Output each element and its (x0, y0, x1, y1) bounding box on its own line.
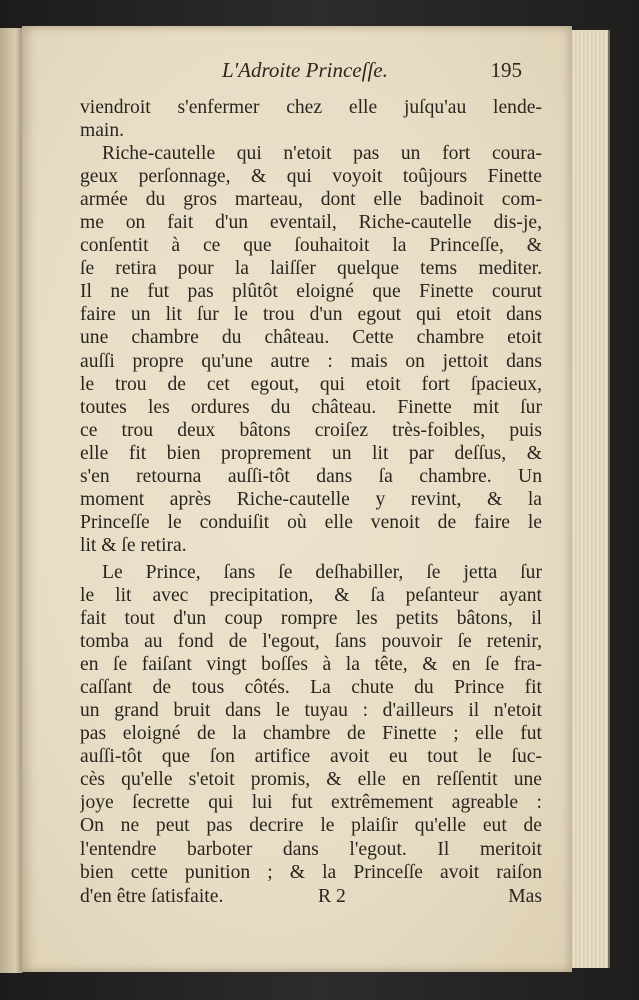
text-line: bien cette punition ; & la Princeſſe avoit raiſon (80, 861, 542, 883)
text-line: auſſi propre qu'une autre : mais on jettoit dans (80, 350, 542, 372)
page-footer (80, 886, 542, 910)
text-line: toutes les ordures du château. Finette mit ſur (80, 396, 542, 418)
text-line: On ne peut pas decrire le plaiſir qu'elle eut de (80, 815, 542, 837)
text-line: Riche-cautelle qui n'etoit pas un fort coura- (102, 143, 542, 165)
catchword: Mas (508, 886, 542, 907)
text-line: s'en retourna auſſi-tôt dans ſa chambre. Un (80, 465, 542, 487)
text-line: Princeſſe le conduiſit où elle venoit de faire le (80, 511, 542, 533)
text-line: moment après Riche-cautelle y revint, & la (80, 488, 542, 510)
text-line: joye ſecrette qui lui fut extrêmement agreable : (80, 792, 542, 814)
text-line: conſentit à ce que ſouhaitoit la Princeſſe, & (80, 235, 542, 257)
page-stack-edge (566, 30, 610, 968)
text-line: en ſe faiſant vingt boſſes à la tête, & en ſe fra- (80, 654, 542, 676)
text-line: elle fit bien proprement un lit par deſſus, & (80, 442, 542, 464)
text-line: geux perſonnage, & qui voyoit toûjours Finette (80, 166, 542, 188)
text-line: Le Prince, ſans ſe deſhabiller, ſe jetta ſur (102, 561, 542, 583)
text-line: armée du gros marteau, dont elle badinoit com- (80, 189, 542, 211)
final-text-line: d'en être ſatisfaite. (80, 886, 224, 907)
body-text (80, 96, 542, 884)
signature-mark: R 2 (318, 886, 346, 907)
text-line: cès qu'elle s'etoit promis, & elle en reſſentit une (80, 769, 542, 791)
facing-page-edge (0, 28, 23, 973)
text-line: main. (80, 120, 125, 142)
text-line: le trou de cet egout, qui etoit fort ſpacieux, (80, 373, 542, 395)
text-line: lit & ſe retira. (80, 534, 187, 556)
text-line: ſe retira pour la laiſſer quelque tems mediter. (80, 258, 542, 280)
text-line: tomba au fond de l'egout, ſans pouvoir ſe retenir, (80, 631, 542, 653)
book-page (22, 26, 572, 972)
page-number: 195 (490, 58, 522, 82)
text-line: l'entendre barboter dans l'egout. Il meritoit (80, 838, 542, 860)
running-head (82, 58, 522, 88)
text-line: pas eloigné de la chambre de Finette ; elle fut (80, 723, 542, 745)
text-line: un grand bruit dans le tuyau : d'ailleurs il n'etoit (80, 700, 542, 722)
text-line: viendroit s'enfermer chez elle juſqu'au lende- (80, 97, 542, 118)
text-line: Il ne fut pas plûtôt eloigné que Finette courut (80, 281, 542, 303)
text-line: fait tout d'un coup rompre les petits bâtons, il (80, 608, 542, 630)
text-line: faire un lit ſur le trou d'un egout qui etoit dans (80, 304, 542, 326)
text-line: le lit avec precipitation, & ſa peſanteur ayant (80, 584, 542, 606)
text-line: me on fait d'un eventail, Riche-cautelle dis-je, (80, 212, 542, 234)
text-line: une chambre du château. Cette chambre etoit (80, 327, 542, 349)
text-line: auſſi-tôt que ſon artifice avoit eu tout le ſuc- (80, 746, 542, 768)
text-line: ce trou deux bâtons croiſez très-foibles, puis (80, 419, 542, 441)
running-title: L'Adroite Princeſſe. (222, 58, 388, 82)
text-line: caſſant de tous côtés. La chute du Prince fit (80, 677, 542, 699)
